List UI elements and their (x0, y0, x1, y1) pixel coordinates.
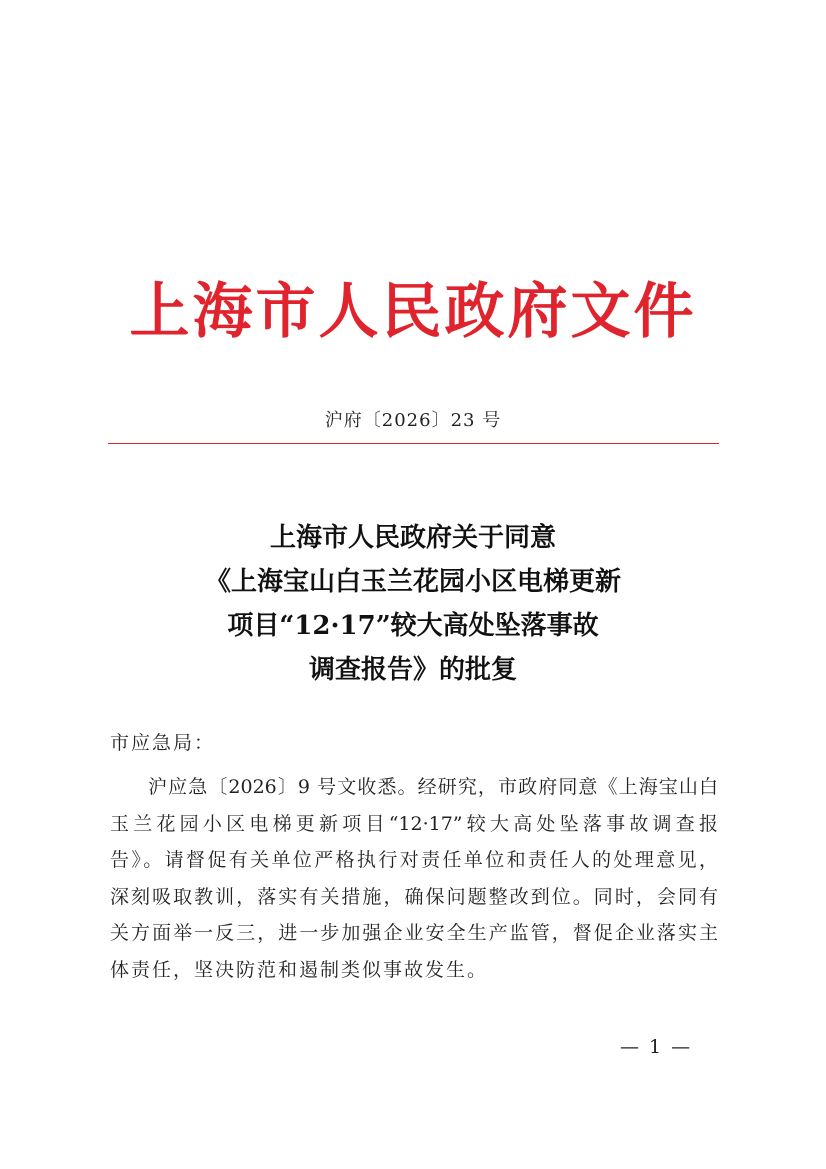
title-line-1: 上海市人民政府关于同意 (269, 523, 556, 553)
title-line-2: 《上海宝山白玉兰花园小区电梯更新 (204, 567, 621, 597)
document-title (100, 516, 726, 692)
document-number: 沪府〔2026〕23 号 (324, 410, 502, 431)
body-line-3: 告》。请督促有关单位严格执行对责任单位和责任人的处理意见， (110, 849, 718, 871)
title-line-4: 调查报告》的批复 (308, 655, 517, 685)
body-line-5: 关方面举一反三，进一步加强企业安全生产监管，督促企业落实主 (110, 922, 718, 944)
body-line-2: 玉兰花园小区电梯更新项目“12·17”较大高处坠落事故调查报 (110, 812, 718, 835)
salutation: 市应急局： (110, 732, 216, 754)
title-line-3: 项目“12·17”较大高处坠落事故 (227, 611, 599, 641)
red-separator-line (108, 443, 719, 444)
body-line-1: 沪应急〔2026〕9 号文收悉。经研究，市政府同意《上海宝山白 (148, 776, 718, 798)
body-paragraph (110, 769, 718, 988)
body-line-4: 深刻吸取教训，落实有关措施，确保问题整改到位。同时，会同有 (110, 885, 718, 908)
masthead-title: 上海市人民政府文件 (129, 277, 697, 347)
page-number: — 1 — (620, 1036, 693, 1058)
body-line-6: 体责任，坚决防范和遏制类似事故发生。 (110, 958, 489, 981)
